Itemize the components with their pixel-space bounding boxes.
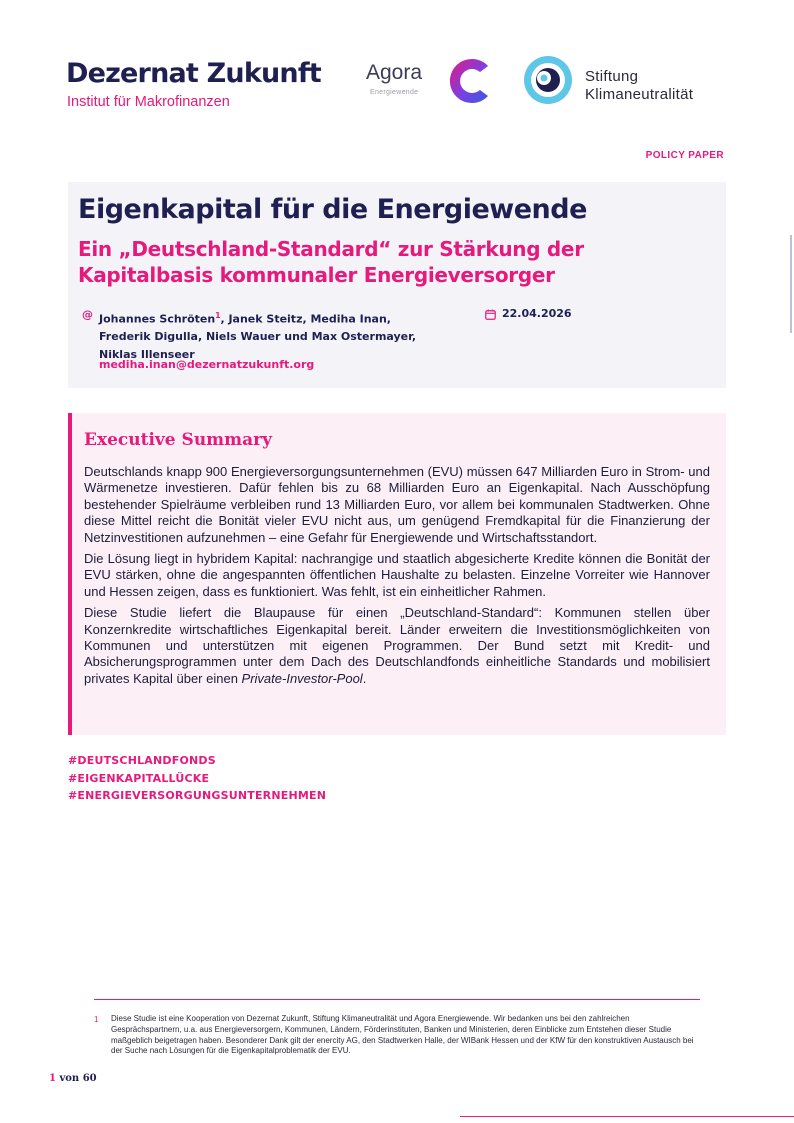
edge-decoration bbox=[790, 235, 792, 333]
hashtag-item[interactable]: #EIGENKAPITALLÜCKE bbox=[68, 771, 210, 785]
page-title: Eigenkapital für die Energiewende bbox=[78, 194, 587, 225]
executive-summary-accent-bar bbox=[68, 413, 72, 735]
dezernat-zukunft-tagline: Institut für Makrofinanzen bbox=[67, 94, 230, 110]
agora-logo-subtext: Energiewende bbox=[370, 89, 419, 96]
summary-paragraph-1: Deutschlands knapp 900 Energieversorgungsunternehmen (EVU) müssen 647 Milliarden Euro in Strom- und Wärmenetze investieren. Dafür fehlen bis zu 68 Milliarden Euro an Eigenkapital. Nach Ausschöpfung bestehender Spielräume verbleiben rund 13 Milliarden Euro, vor allem bei kommunalen Stadtwerken. Ohne diese Mittel reicht die Bonität vieler EVU nicht aus, um genügend Fremdkapital für die Finanzierung der Netzinvestitionen aufzunehmen – eine Gefahr für Energiewende und Wirtschaftsstandort. bbox=[84, 464, 710, 545]
document-type-label: POLICY PAPER bbox=[645, 150, 724, 161]
footnote-divider bbox=[94, 999, 700, 1000]
agora-logo-text: Agora bbox=[366, 61, 423, 84]
stiftung-logo-text bbox=[585, 68, 693, 104]
hashtag-list bbox=[68, 752, 326, 805]
executive-summary-heading: Executive Summary bbox=[84, 430, 273, 450]
page-number bbox=[49, 1073, 97, 1084]
page-separator: von bbox=[55, 1073, 83, 1084]
summary-paragraph-3-main: Diese Studie liefert die Blaupause für einen „Deutschland-Standard“: Kommunen stellen über Konzernkredite wirtschaftliches Eigenkapital bereit. Länder erweitern die Investitionsmöglichkeiten von Kommunen und unterstützen mit eigenen Programmen. Der Bund setzt mit Kredit- und Absicherungsprogrammen unter dem Dach des Deutschlandfonds einheitliche Standards und mobilisiert privates Kapital über einen bbox=[84, 605, 710, 686]
page-current: 1 bbox=[49, 1073, 56, 1084]
hashtag-item[interactable]: #DEUTSCHLANDFONDS bbox=[68, 754, 216, 767]
footnote-text: Diese Studie ist eine Kooperation von Dezernat Zukunft, Stiftung Klimaneutralität und Agora Energiewende. Wir bedanken uns bei den zahlreichen Gesprächspartnern, u.a. aus Energieversorgern, Kommunen, Ländern, Förderinstituten, Banken und Ministerien, deren Einblicke zum Entstehen dieser Studie maßgeblich beigetragen haben. Besonderer Dank gilt der enercity AG, den Stadtwerken Halle, der WIBank Hessen und der KfW für den konstruktiven Austausch bei der Suche nach Lösungen für die Eigenkapitalproblematik der EVU. bbox=[111, 1014, 694, 1056]
author-first: Johannes Schröten bbox=[99, 312, 216, 326]
summary-paragraph-3 bbox=[84, 605, 710, 687]
footnote-ref[interactable]: 1 bbox=[215, 311, 221, 320]
footnote-number: 1 bbox=[94, 1015, 99, 1024]
publication-date: 22.04.2026 bbox=[502, 307, 572, 320]
summary-paragraph-3-italic: Private-Investor-Pool bbox=[241, 670, 363, 686]
agora-logo-icon bbox=[441, 54, 495, 108]
stiftung-logo-line1: Stiftung bbox=[585, 68, 639, 85]
summary-paragraph-2: Die Lösung liegt in hybridem Kapital: nachrangige und staatlich abgesicherte Kredite können die Bonität der EVU stärken, ohne die angespannten öffentlichen Haushalte zu belasten. Einzelne Vorreiter wie Hannover und Hessen zeigen, dass es funktioniert. Was fehlt, ist ein einheitlicher Rahmen. bbox=[84, 551, 710, 599]
author-line2: Frederik Digulla, Niels Wauer und Max Ostermayer, bbox=[99, 330, 417, 344]
executive-summary-text bbox=[84, 464, 710, 692]
author-rest-line1: , Janek Steitz, Mediha Inan, bbox=[220, 312, 391, 326]
stiftung-logo-line2: Klimaneutralität bbox=[585, 86, 694, 103]
author-list bbox=[99, 307, 459, 363]
hashtag-item[interactable]: #ENERGIEVERSORGUNGSUNTERNEHMEN bbox=[68, 789, 327, 802]
stiftung-logo-icon bbox=[523, 55, 573, 105]
bottom-divider bbox=[460, 1116, 794, 1117]
at-icon: @ bbox=[82, 308, 93, 321]
page-subtitle: Ein „Deutschland-Standard“ zur Stärkung der Kapitalbasis kommunaler Energieversorger bbox=[78, 237, 584, 287]
calendar-icon bbox=[485, 309, 496, 320]
page-total: 60 bbox=[82, 1073, 97, 1084]
contact-email-link[interactable]: mediha.inan@dezernatzukunft.org bbox=[99, 358, 315, 371]
dezernat-zukunft-logo: Dezernat Zukunft bbox=[66, 58, 321, 89]
author-line3: Niklas Illenseer bbox=[99, 347, 195, 361]
summary-paragraph-3-end: . bbox=[362, 670, 367, 686]
